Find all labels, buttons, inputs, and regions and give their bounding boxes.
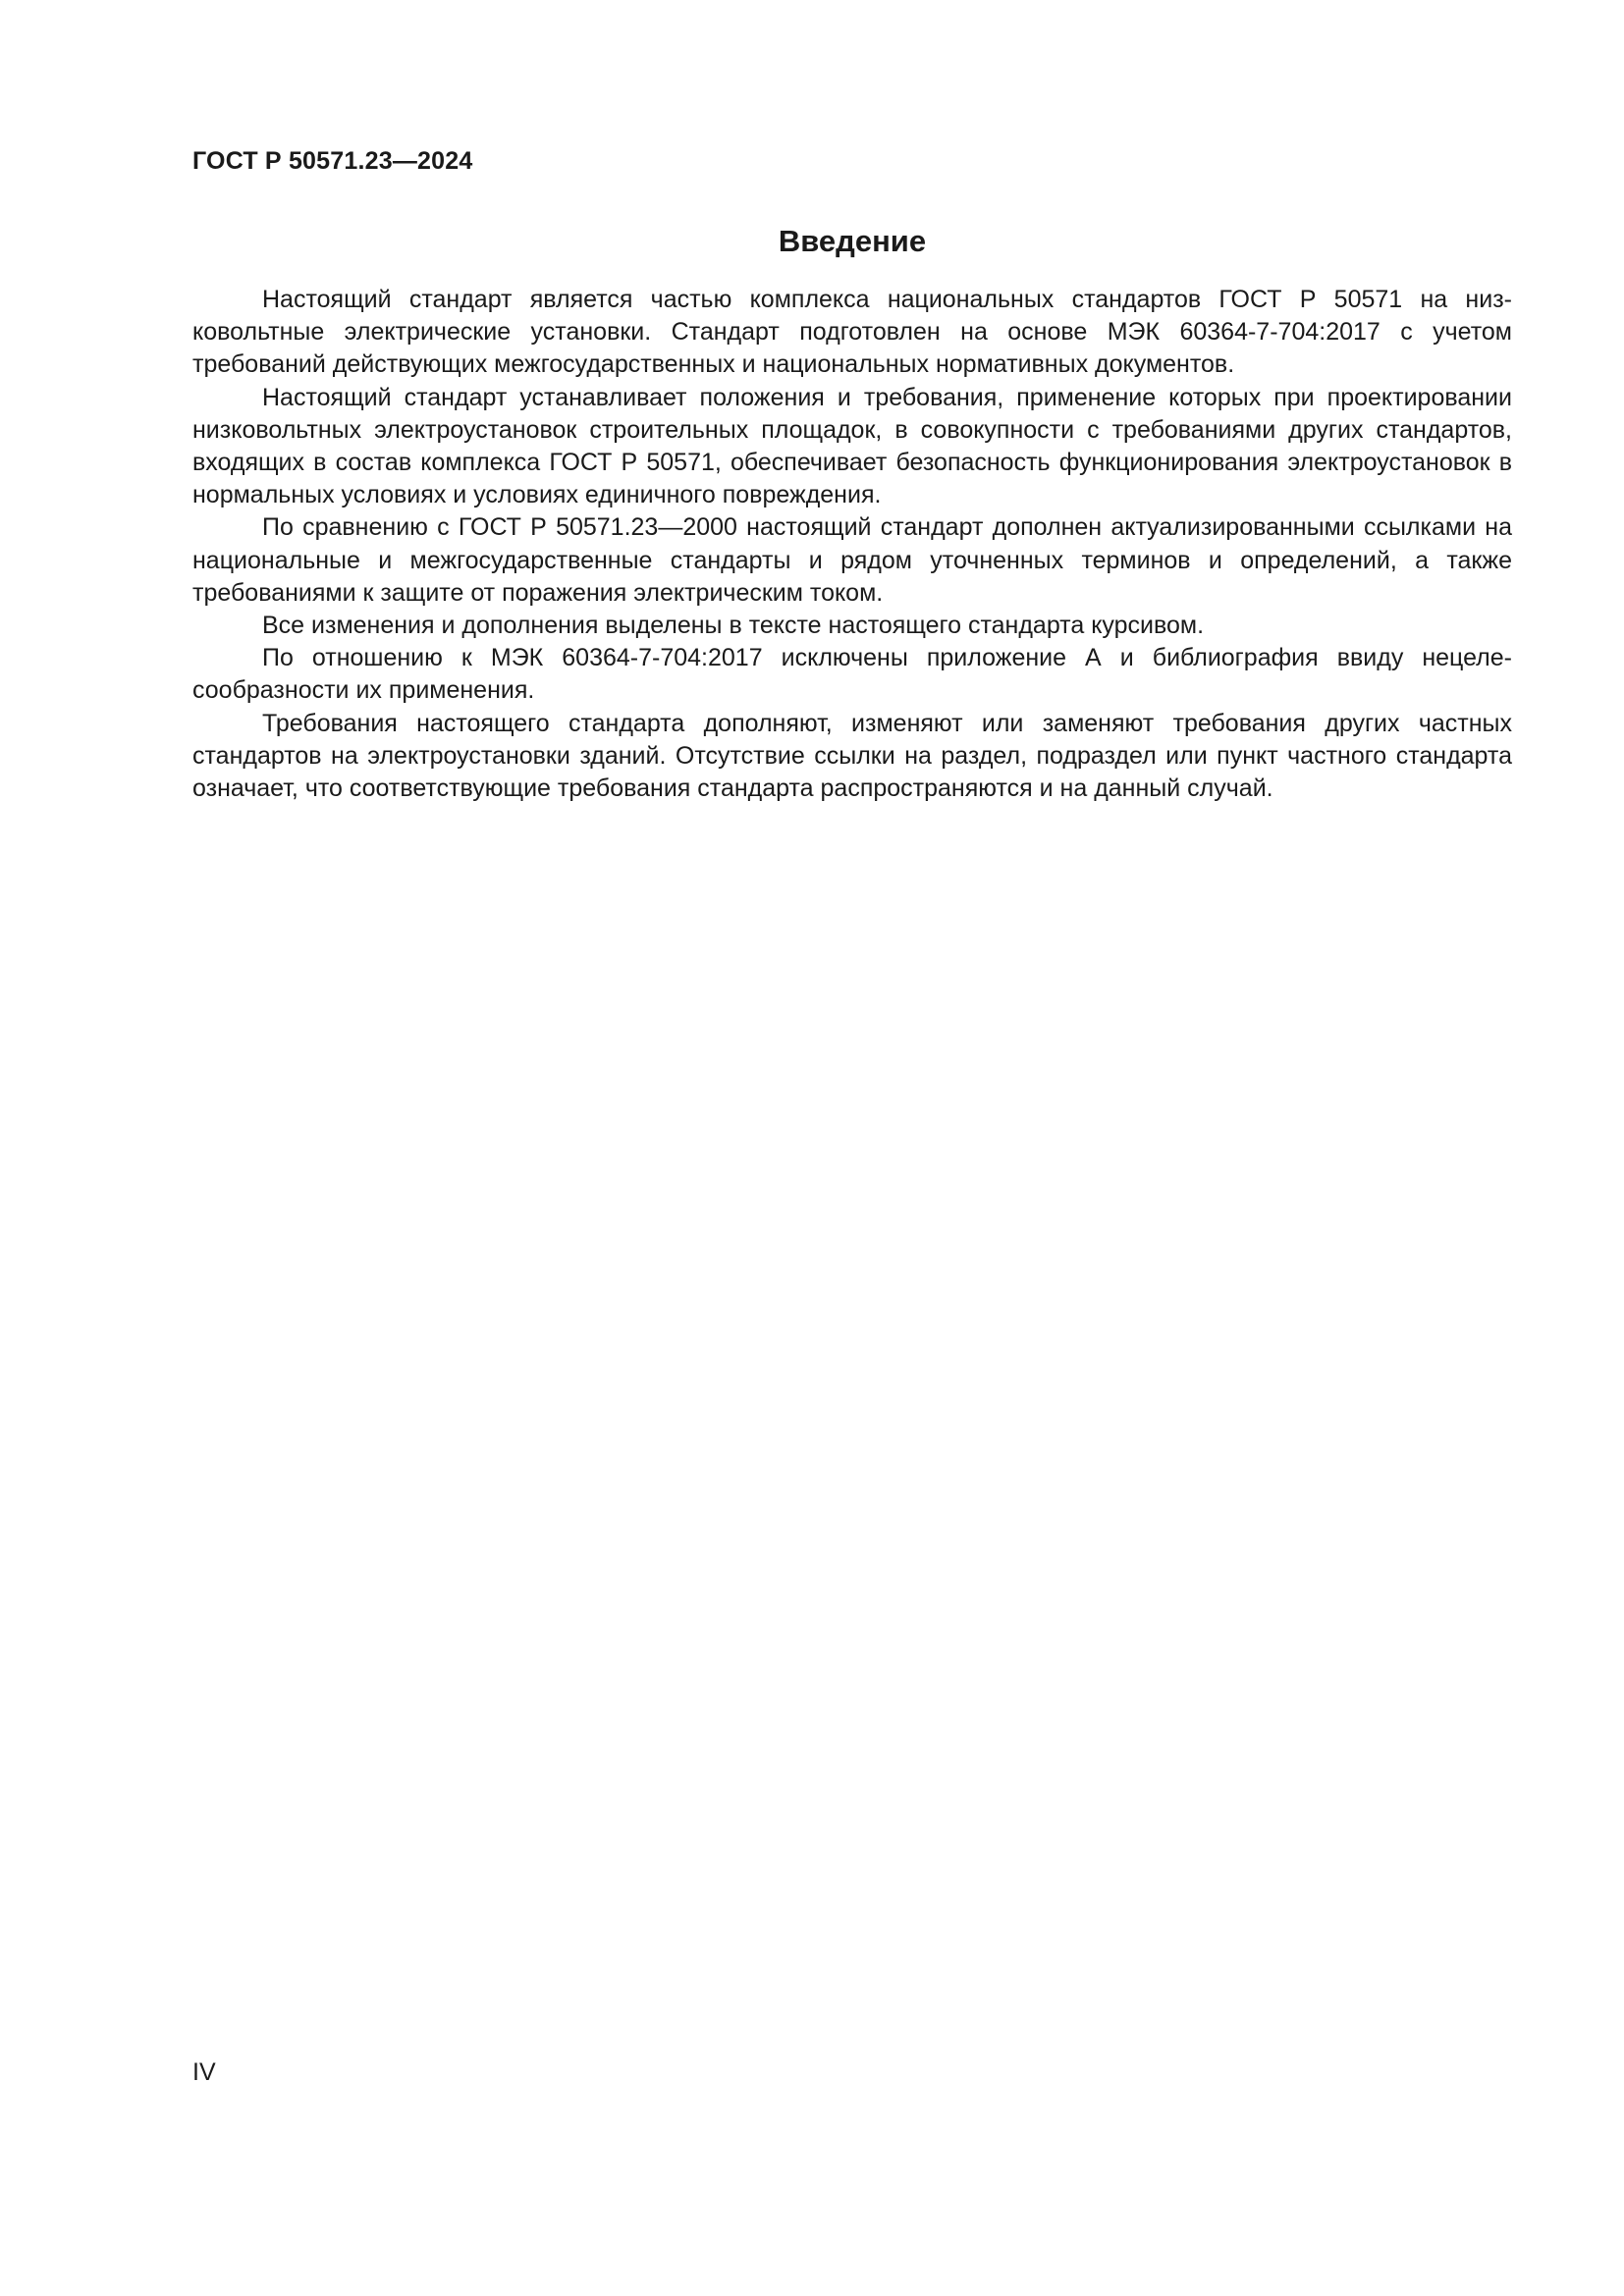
paragraph: Все изменения и дополнения выделены в тексте настоящего стандарта курсивом. [262,612,1205,640]
paragraph: Настоящий стандарт устанавливает положения и требования, применение которых при проектировании низковольтных электроустановок строительных площадок, в совокупности с требованиями других стандартов, входящих в состав комплекса ГОСТ Р 50571, обеспечивает безопасность функционирования электроустановок в нормальных условиях и условиях единичного повреждения. [192,383,1512,509]
document-standard-id: ГОСТ Р 50571.23—2024 [192,147,473,175]
page-number: IV [192,2058,216,2086]
section-title: Введение [778,224,927,258]
paragraph: Настоящий стандарт является частью комплекса национальных стандартов ГОСТ Р 50571 на низковольтные электрические установки. Стандарт подготовлен на основе МЭК 60364-7-704:2017 с учетом требований действующих межгосударственных и национальных нормативных документов. [192,286,1512,379]
paragraph: Требования настоящего стандарта дополняют, изменяют или заменяют требования других частных стандартов на электроустановки зданий. Отсутствие ссылки на раздел, подраздел или пункт частного стандарта означает, что соответствующие требования стандарта распространяются и на данный случай. [192,709,1512,803]
paragraph: По отношению к МЭК 60364-7-704:2017 исключены приложение А и библиография ввиду нецелесообразности их применения. [192,644,1512,705]
paragraph: По сравнению с ГОСТ Р 50571.23—2000 настоящий стандарт дополнен актуализированными ссылками на национальные и межгосударственные стандарты и рядом уточненных терминов и определений, а также требованиями к защите от поражения электрическим током. [192,513,1512,607]
introduction-body [192,284,1512,805]
